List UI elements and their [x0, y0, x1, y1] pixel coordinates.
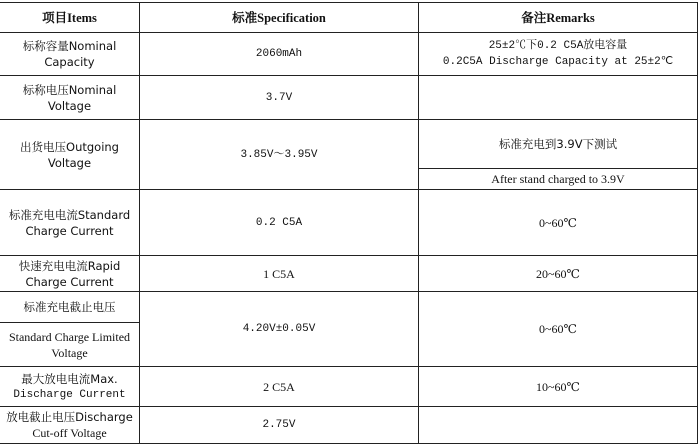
item-label-en: Discharge Current: [13, 388, 126, 401]
table-row-item: [0, 407, 139, 443]
remark-value: [419, 33, 697, 75]
item-label-cn: 标准充电电流Standard: [8, 207, 131, 222]
spec-value: 0.2 C5A: [255, 216, 303, 229]
item-label-cn: 出货电压Outgoing: [20, 139, 119, 154]
item-label-en: Charge Current: [25, 223, 114, 238]
table-row-item: [0, 76, 139, 119]
item-label-en: Charge Current: [25, 274, 114, 289]
spec-value: 1 C5A: [263, 266, 295, 281]
item-label-en: Cut-off Voltage: [32, 426, 107, 440]
header-items: 项目Items: [42, 10, 97, 25]
spec-value: 2 C5A: [263, 379, 295, 394]
table-row-item: [0, 323, 139, 366]
remark-value: [419, 407, 697, 443]
spec-value: 2.75V: [262, 419, 296, 431]
table-row-item: [0, 367, 139, 406]
item-label-cn: 最大放电电流Max.: [21, 371, 118, 386]
item-label-en: Voltage: [47, 155, 92, 170]
item-label-cn: 放电截止电压Discharge: [6, 410, 133, 424]
table-row-item: [0, 120, 139, 189]
table-row-item: [0, 190, 139, 255]
item-label-en: Standard Charge Limited: [8, 329, 131, 344]
table-border-bottom: [0, 443, 698, 444]
remark-value: [419, 76, 697, 119]
remark-value: 标准充电到3.9V下测试: [498, 137, 618, 151]
spec-value: 3.85V～3.95V: [240, 148, 318, 161]
spec-value: 2060mAh: [255, 48, 303, 60]
remark-value: 0~60℃: [539, 215, 577, 230]
item-label-en: Capacity: [44, 55, 95, 69]
table-row-item: [0, 33, 139, 75]
remark-value: After stand charged to 3.9V: [491, 172, 625, 186]
item-label-en: Voltage: [51, 345, 88, 360]
item-label-cn: 标称容量Nominal: [22, 39, 117, 53]
remark-line: 25±2℃下0.2 C5A放电容量: [488, 40, 628, 52]
header-remarks: 备注Remarks: [521, 10, 595, 25]
table-row-item: [0, 256, 139, 291]
remark-line: 0.2C5A Discharge Capacity at 25±2℃: [442, 56, 674, 68]
item-label-cn: 快速充电电流Rapid: [18, 258, 121, 273]
header-specification: 标准Specification: [232, 10, 326, 25]
remark-value: 0~60℃: [539, 322, 577, 336]
remark-value: 10~60℃: [536, 379, 580, 394]
remark-value: 20~60℃: [536, 266, 580, 281]
item-label-cn: 标准充电截止电压: [23, 300, 116, 314]
spec-value: 4.20V±0.05V: [242, 323, 316, 335]
spec-value: 3.7V: [265, 91, 293, 104]
item-label-en: Voltage: [47, 98, 92, 113]
item-label-cn: 标称电压Nominal: [22, 82, 117, 97]
